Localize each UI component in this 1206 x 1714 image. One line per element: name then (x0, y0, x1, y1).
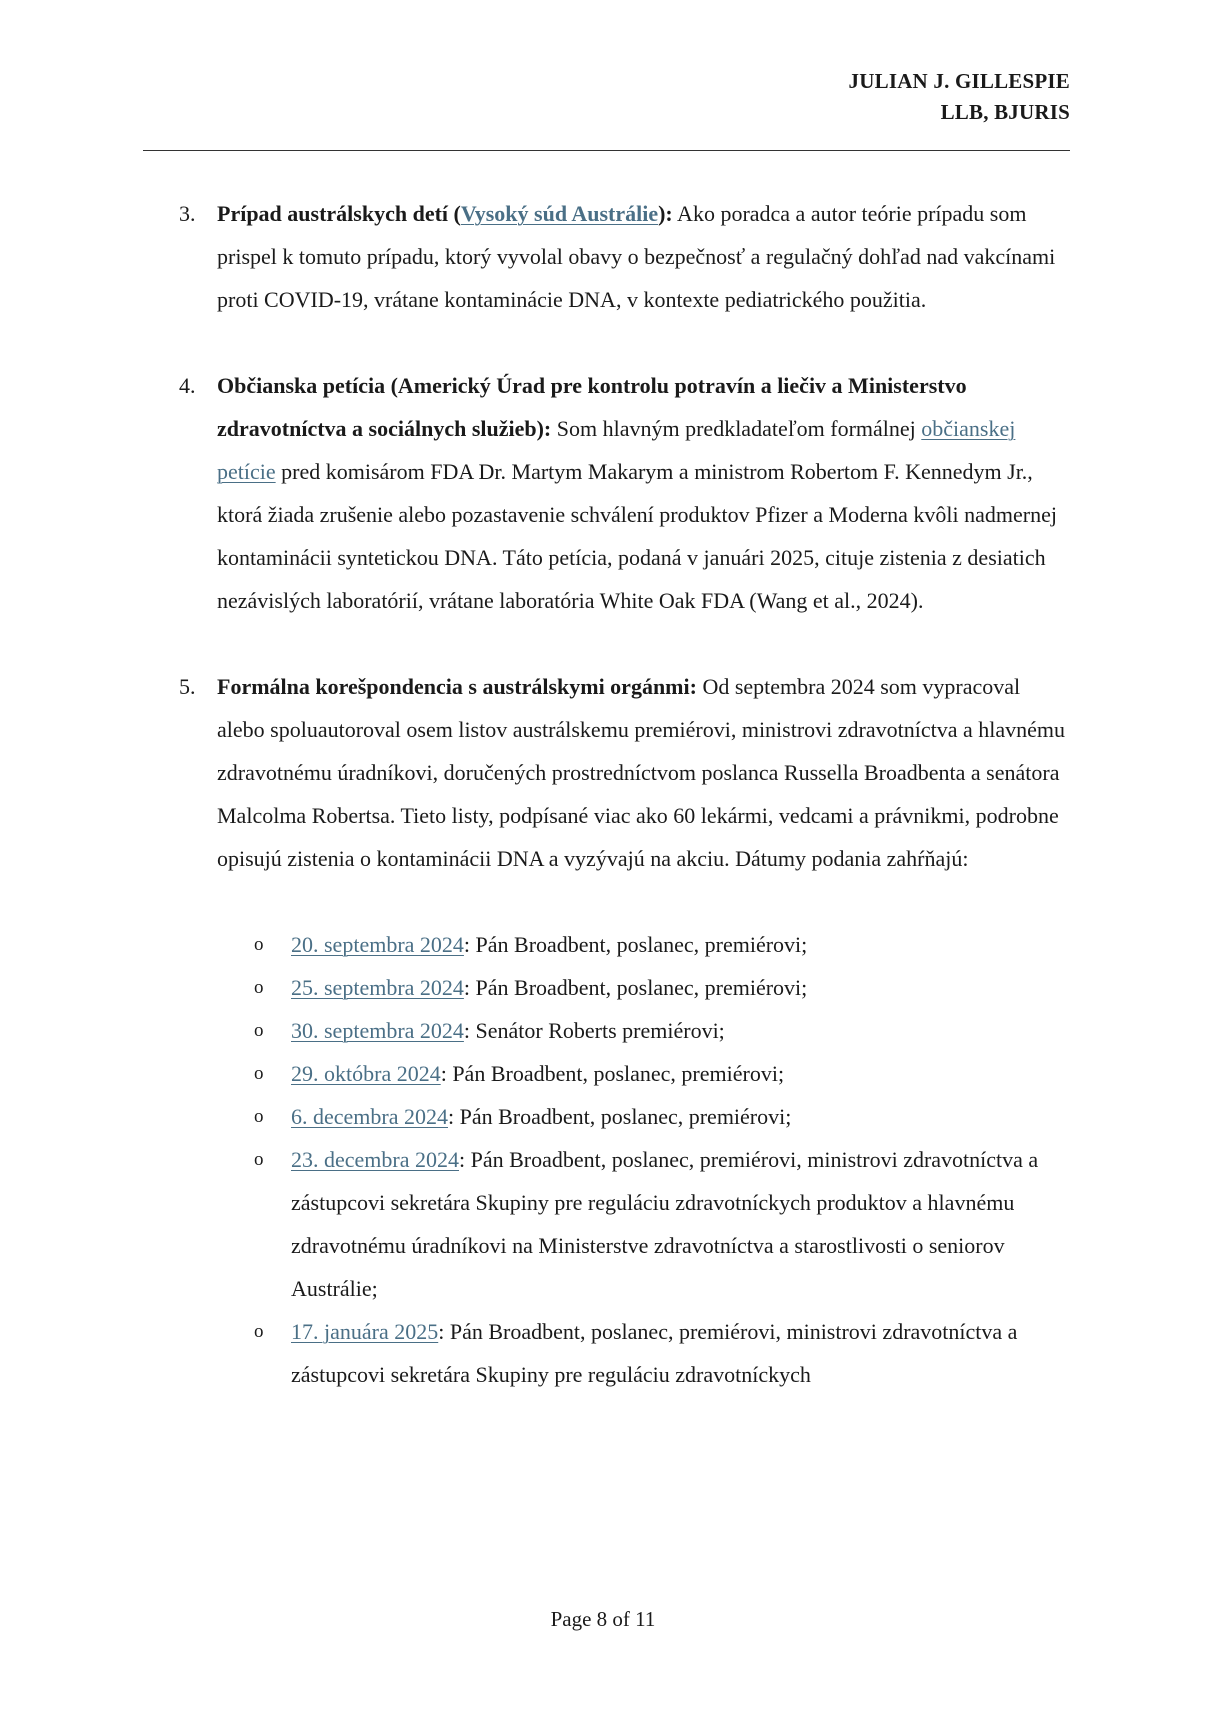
letter-description: : Pán Broadbent, poslanec, premiérovi, ministrovi zdravotníctva a zástupcovi sekretára Skupiny pre reguláciu zdravotníckych (291, 1319, 1018, 1387)
item-number: 4. (179, 373, 196, 398)
letter-item (0, 1095, 1206, 1138)
hollow-bullet-icon: o (254, 1020, 264, 1041)
list-item-5 (0, 665, 1206, 880)
hollow-bullet-icon: o (254, 1106, 264, 1127)
letter-description: : Pán Broadbent, poslanec, premiérovi, ministrovi zdravotníctva a zástupcovi sekretára Skupiny pre reguláciu zdravotníckych produktov a hlavnému zdravotnému úradníkovi na Ministerstve zdravotníctva a starostlivosti o seniorov Austrálie; (291, 1147, 1039, 1301)
letter-date-link[interactable]: 25. septembra 2024 (291, 975, 464, 1000)
item-title: Občianska petícia (Americký Úrad pre kontrolu potravín a liečiv a Ministerstvo zdravotníctva a sociálnych služieb): (217, 373, 967, 441)
letter-item (0, 1009, 1206, 1052)
letter-date-link[interactable]: 30. septembra 2024 (291, 1018, 464, 1043)
hollow-bullet-icon: o (254, 1063, 264, 1084)
letter-description: : Pán Broadbent, poslanec, premiérovi; (448, 1104, 792, 1129)
letter-item (0, 923, 1206, 966)
letter-item (0, 1138, 1206, 1310)
hollow-bullet-icon: o (254, 934, 264, 955)
item-title: Prípad austrálskych detí (Vysoký súd Austrálie): (217, 201, 673, 226)
item-number: 3. (179, 201, 196, 226)
letterhead (849, 66, 1070, 128)
author-credentials: LLB, BJURIS (940, 100, 1070, 124)
letter-date-link[interactable]: 20. septembra 2024 (291, 932, 464, 957)
page-number: Page 8 of 11 (550, 1607, 656, 1631)
letter-date-link[interactable]: 29. októbra 2024 (291, 1061, 441, 1086)
list-item-4 (0, 364, 1206, 622)
letter-description: : Senátor Roberts premiérovi; (463, 1018, 725, 1043)
item-body: Som hlavným predkladateľom formálnej (551, 416, 922, 441)
letter-date-link[interactable]: 17. januára 2025 (291, 1319, 439, 1344)
letter-date-link[interactable]: 6. decembra 2024 (291, 1104, 448, 1129)
document-body (0, 192, 1206, 1396)
letter-description: : Pán Broadbent, poslanec, premiérovi; (463, 932, 808, 957)
author-name: JULIAN J. GILLESPIE (848, 69, 1070, 93)
letters-list (0, 923, 1206, 1396)
hollow-bullet-icon: o (254, 1149, 264, 1170)
hollow-bullet-icon: o (254, 1321, 264, 1342)
high-court-link[interactable]: Vysoký súd Austrálie (460, 201, 659, 226)
letter-description: : Pán Broadbent, poslanec, premiérovi; (440, 1061, 785, 1086)
letter-item (0, 1310, 1206, 1396)
letter-description: : Pán Broadbent, poslanec, premiérovi; (463, 975, 808, 1000)
citizen-petition-link[interactable]: občianskej petície (217, 416, 1016, 484)
item-body: Od septembra 2024 som vypracoval alebo spoluautoroval osem listov austrálskemu premiérovi, ministrovi zdravotníctva a hlavnému zdravotnému úradníkovi, doručených prostredníctvom poslanca Russella Broadbenta a senátora Malcolma Robertsa. Tieto listy, podpísané viac ako 60 lekármi, vedcami a právnikmi, podrobne opisujú zistenia o kontaminácii DNA a vyzývajú na akciu. Dátumy podania zahŕňajú: (217, 674, 1066, 871)
hollow-bullet-icon: o (254, 977, 264, 998)
item-body-continued: pred komisárom FDA Dr. Martym Makarym a ministrom Robertom F. Kennedym Jr., ktorá žiada zrušenie alebo pozastavenie schválení produktov Pfizer a Moderna kvôli nadmernej kontaminácii syntetickou DNA. Táto petícia, podaná v januári 2025, cituje zistenia z desiatich nezávislých laboratórií, vrátane laboratória White Oak FDA (Wang et al., 2024). (217, 459, 1057, 613)
item-title: Formálna korešpondencia s austrálskymi orgánmi: (217, 674, 697, 699)
letter-item (0, 1052, 1206, 1095)
list-item-3 (0, 192, 1206, 321)
item-body: Ako poradca a autor teórie prípadu som prispel k tomuto prípadu, ktorý vyvolal obavy o bezpečnosť a regulačný dohľad nad vakcínami proti COVID-19, vrátane kontaminácie DNA, v kontexte pediatrického použitia. (217, 201, 1056, 312)
item-number: 5. (179, 674, 196, 699)
header-divider (143, 150, 1070, 151)
letter-item (0, 966, 1206, 1009)
letter-date-link[interactable]: 23. decembra 2024 (291, 1147, 459, 1172)
